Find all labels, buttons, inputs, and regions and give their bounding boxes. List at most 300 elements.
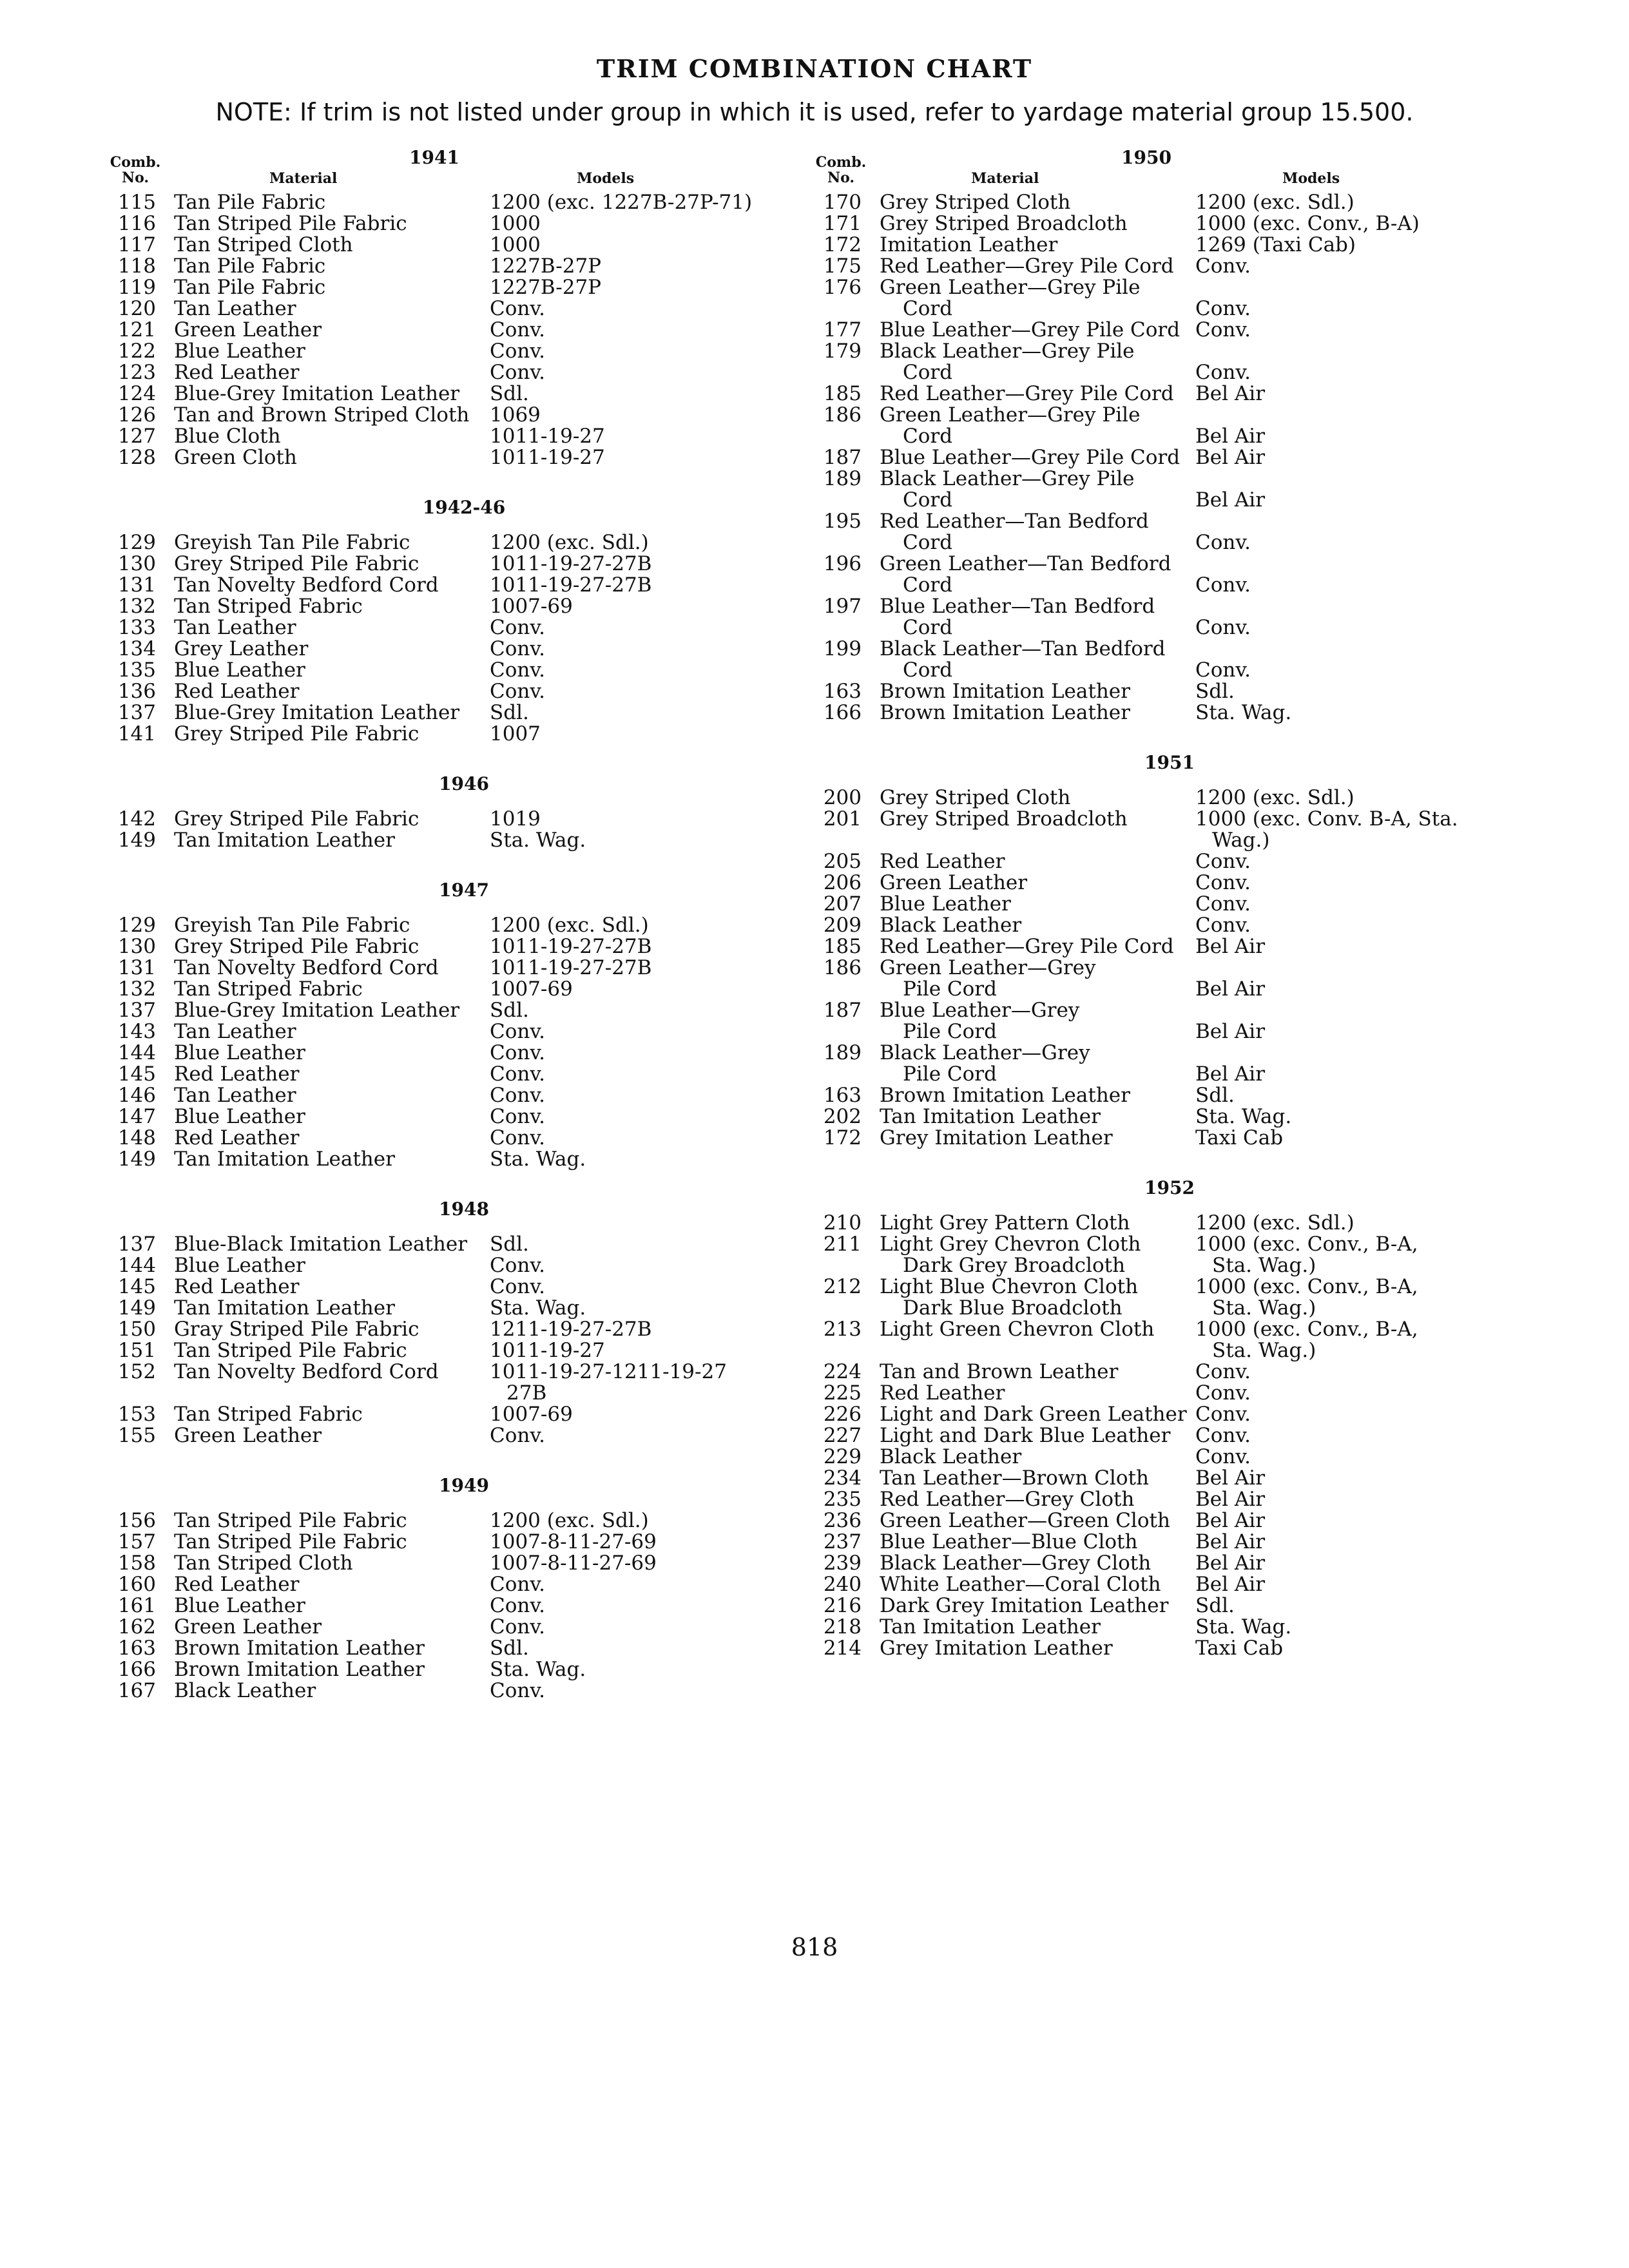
- models-cell: [490, 1532, 786, 1553]
- material-cell: [880, 235, 1195, 256]
- models-cell: [1195, 702, 1492, 724]
- models-cell: [1195, 1489, 1492, 1510]
- comb-number: 163: [823, 1084, 862, 1107]
- table-row: [809, 1425, 1492, 1446]
- models-text: 1200 (exc. Sdl.): [1195, 786, 1354, 809]
- models-cell: [490, 1595, 786, 1617]
- spacer: [1195, 340, 1202, 363]
- models-cell: [1195, 277, 1492, 320]
- material-cell: [880, 383, 1195, 405]
- spacer: [880, 830, 1195, 851]
- models-cell: [1195, 957, 1492, 1000]
- comb-number: 137: [117, 701, 156, 724]
- table-row: [809, 915, 1492, 936]
- material-cell: [880, 915, 1195, 936]
- material-text: Brown Imitation Leather: [880, 1084, 1130, 1107]
- material-cell: [880, 341, 1195, 383]
- table-row: [809, 1213, 1492, 1234]
- material-text: Tan Pile Fabric: [174, 276, 326, 299]
- material-text-continued: Dark Blue Broadcloth: [903, 1296, 1123, 1320]
- models-text: Conv.: [490, 637, 546, 660]
- comb-number: 131: [117, 573, 156, 597]
- models-cell: [490, 1340, 786, 1361]
- models-cell: [1195, 596, 1492, 639]
- material-cell: [880, 1319, 1195, 1361]
- models-text: Conv.: [490, 1573, 546, 1596]
- models-text: Conv.: [1195, 1381, 1251, 1405]
- models-cell: [1195, 511, 1492, 553]
- material-header: Material: [269, 170, 338, 187]
- models-text: Sta. Wag.: [490, 1296, 586, 1320]
- material-text: Light Blue Chevron Cloth: [880, 1275, 1139, 1298]
- table-row: [103, 1595, 773, 1617]
- material-text: Blue-Black Imitation Leather: [174, 1233, 468, 1256]
- material-text: Blue-Grey Imitation Leather: [174, 999, 460, 1022]
- material-text: Blue Leather: [880, 892, 1011, 916]
- material-text: Red Leather—Grey Pile Cord: [880, 255, 1174, 278]
- material-text: Blue-Grey Imitation Leather: [174, 382, 460, 405]
- models-cell: [1195, 1446, 1492, 1468]
- models-text-continued: Bel Air: [1195, 425, 1266, 448]
- models-cell: [1195, 1468, 1492, 1489]
- models-text-continued: 27B: [506, 1381, 547, 1405]
- models-cell: [490, 1361, 786, 1404]
- table-row: [809, 957, 1492, 1000]
- comb-number: 175: [823, 255, 862, 278]
- comb-number: 189: [823, 1041, 862, 1064]
- models-cell: [1195, 1425, 1492, 1446]
- table-row: [809, 1617, 1492, 1638]
- material-text: Red Leather—Grey Pile Cord: [880, 382, 1174, 405]
- table-row: [103, 1553, 773, 1574]
- models-cell: [1195, 1574, 1492, 1595]
- models-text: Conv.: [490, 680, 546, 703]
- material-cell: [174, 936, 490, 957]
- material-cell: [880, 1361, 1195, 1383]
- material-cell: [880, 681, 1195, 702]
- spacer: [1195, 999, 1202, 1022]
- comb-number: 157: [117, 1530, 156, 1553]
- models-cell: [490, 362, 786, 383]
- table-row: [103, 957, 773, 979]
- table-row: [103, 1021, 773, 1043]
- table-row: [103, 660, 773, 681]
- material-cell: [880, 1043, 1195, 1085]
- material-text: Light Grey Chevron Cloth: [880, 1233, 1141, 1256]
- table-row: [103, 1425, 773, 1446]
- table-row: [103, 915, 773, 936]
- comb-number: 133: [117, 616, 156, 639]
- comb-number: 136: [117, 680, 156, 703]
- material-text: Green Leather—Green Cloth: [880, 1509, 1170, 1532]
- models-cell: [490, 1425, 786, 1446]
- models-cell: [490, 1574, 786, 1595]
- comb-number: 134: [117, 637, 156, 660]
- table-row: [809, 235, 1492, 256]
- comb-number: 124: [117, 382, 156, 405]
- models-cell: [1195, 383, 1492, 405]
- material-text: Blue Leather: [174, 658, 305, 682]
- models-text: Conv.: [490, 658, 546, 682]
- comb-number: 152: [117, 1360, 156, 1383]
- material-cell: [174, 1085, 490, 1106]
- comb-number: 187: [823, 999, 862, 1022]
- material-cell: [880, 936, 1195, 957]
- comb-number: 201: [823, 807, 862, 831]
- models-text: Conv.: [490, 1424, 546, 1447]
- models-text-continued: Sta. Wag.): [1212, 1339, 1316, 1362]
- material-cell: [174, 1149, 490, 1170]
- models-text: 1227B-27P: [490, 276, 602, 299]
- material-cell: [174, 1617, 490, 1638]
- comb-number: 129: [117, 531, 156, 554]
- comb-number: 129: [117, 914, 156, 937]
- comb-number: 235: [823, 1488, 862, 1511]
- table-row: [103, 1361, 773, 1404]
- models-text: 1007-69: [490, 1403, 573, 1426]
- comb-number: 128: [117, 446, 156, 469]
- table-row: [103, 277, 773, 298]
- table-row: [103, 1298, 773, 1319]
- comb-no-header: [809, 155, 873, 186]
- spacer: [1195, 595, 1202, 618]
- material-text: Green Cloth: [174, 446, 297, 469]
- material-text: Tan Leather: [174, 1084, 296, 1107]
- material-text: Tan Striped Pile Fabric: [174, 1530, 407, 1553]
- comb-number: 130: [117, 552, 156, 575]
- comb-number: 120: [117, 297, 156, 320]
- models-text: Sdl.: [490, 1637, 529, 1660]
- models-text: Conv.: [490, 1041, 546, 1064]
- table-row: [103, 1638, 773, 1659]
- spacer: [880, 1340, 1195, 1361]
- table-row: [103, 1128, 773, 1149]
- table-row: [103, 596, 773, 617]
- material-text: Tan Leather: [174, 1020, 296, 1043]
- material-text: Tan Striped Pile Fabric: [174, 1509, 407, 1532]
- models-text: Conv.: [490, 1105, 546, 1128]
- comb-number: 177: [823, 318, 862, 341]
- models-cell: [490, 830, 786, 851]
- table-row: [103, 447, 773, 468]
- table-row: [103, 256, 773, 277]
- models-text: Conv.: [490, 361, 546, 384]
- models-cell: [1195, 213, 1492, 235]
- material-text: Red Leather: [174, 1275, 300, 1298]
- material-text: Blue Leather: [174, 1254, 305, 1277]
- material-cell: [880, 894, 1195, 915]
- comb-number: 116: [117, 212, 156, 235]
- comb-number: 143: [117, 1020, 156, 1043]
- material-cell: [880, 1574, 1195, 1595]
- material-cell: [880, 468, 1195, 511]
- table-row: [809, 447, 1492, 468]
- no-label: No.: [827, 169, 855, 186]
- material-text: Light Grey Pattern Cloth: [880, 1211, 1130, 1235]
- year-heading: 1941: [409, 147, 459, 168]
- table-row: [103, 830, 773, 851]
- comb-number: 156: [117, 1509, 156, 1532]
- models-text: Conv.: [490, 1020, 546, 1043]
- material-text: Tan Imitation Leather: [174, 829, 395, 852]
- material-text: Tan Striped Pile Fabric: [174, 212, 407, 235]
- models-text: 1011-19-27-27B: [490, 935, 652, 958]
- material-text: Green Leather—Grey Pile: [880, 276, 1141, 299]
- models-cell: [490, 596, 786, 617]
- models-text: 1011-19-27-27B: [490, 573, 652, 597]
- models-cell: [1195, 447, 1492, 468]
- material-text: Gray Striped Pile Fabric: [174, 1318, 419, 1341]
- models-text: Conv.: [1195, 1424, 1251, 1447]
- models-text: 1007-69: [490, 977, 573, 1001]
- material-text: Brown Imitation Leather: [880, 701, 1130, 724]
- models-text: Bel Air: [1195, 935, 1266, 958]
- page-number: 818: [791, 1933, 838, 1961]
- material-cell: [880, 1595, 1195, 1617]
- models-text: Conv.: [1195, 1445, 1251, 1468]
- material-text: Tan Novelty Bedford Cord: [174, 1360, 439, 1383]
- material-cell: [880, 405, 1195, 447]
- material-text: Blue Leather—Grey Pile Cord: [880, 446, 1181, 469]
- table-row: [809, 1234, 1492, 1276]
- models-cell: [490, 936, 786, 957]
- comb-number: 162: [117, 1615, 156, 1639]
- comb-number: 171: [823, 212, 862, 235]
- models-text: Conv.: [1195, 871, 1251, 894]
- material-text: Blue Leather: [174, 1105, 305, 1128]
- material-cell: [880, 872, 1195, 894]
- models-cell: [1195, 787, 1492, 809]
- models-cell: [490, 1128, 786, 1149]
- comb-number: 185: [823, 382, 862, 405]
- models-text: Conv.: [490, 616, 546, 639]
- models-cell: [490, 979, 786, 1000]
- comb-number: 160: [117, 1573, 156, 1596]
- comb-number: 218: [823, 1615, 862, 1639]
- models-cell: [1195, 681, 1492, 702]
- material-text-continued: Cord: [903, 297, 953, 320]
- table-row: [103, 1340, 773, 1361]
- material-cell: [174, 277, 490, 298]
- comb-number: 151: [117, 1339, 156, 1362]
- material-cell: [880, 447, 1195, 468]
- spacer: [174, 1383, 490, 1404]
- models-text: 1011-19-27: [490, 1339, 605, 1362]
- comb-number: 144: [117, 1041, 156, 1064]
- comb-number: 126: [117, 403, 156, 427]
- material-cell: [174, 639, 490, 660]
- comb-number: 176: [823, 276, 862, 299]
- models-cell: [490, 277, 786, 298]
- models-text: Sdl.: [490, 1233, 529, 1256]
- material-text: Red Leather—Grey Cloth: [880, 1488, 1135, 1511]
- models-text: 1000 (exc. Conv. B-A, Sta.: [1195, 807, 1458, 831]
- models-text: 1007: [490, 722, 541, 745]
- models-cell: [1195, 1085, 1492, 1106]
- material-cell: [880, 1234, 1195, 1276]
- table-row: [103, 1510, 773, 1532]
- models-cell: [490, 1000, 786, 1021]
- material-cell: [174, 809, 490, 830]
- material-text: Tan Imitation Leather: [880, 1105, 1101, 1128]
- table-row: [809, 511, 1492, 553]
- material-cell: [880, 809, 1195, 851]
- comb-number: 185: [823, 935, 862, 958]
- material-cell: [174, 596, 490, 617]
- comb-number: 155: [117, 1424, 156, 1447]
- models-text: Sdl.: [1195, 680, 1235, 703]
- models-cell: [490, 957, 786, 979]
- material-cell: [174, 1043, 490, 1064]
- material-cell: [174, 192, 490, 213]
- spacer: [1195, 1041, 1202, 1064]
- material-cell: [880, 320, 1195, 341]
- table-row: [103, 320, 773, 341]
- comb-number: 145: [117, 1275, 156, 1298]
- models-text: Conv.: [490, 1615, 546, 1639]
- comb-number: 144: [117, 1254, 156, 1277]
- comb-number: 150: [117, 1318, 156, 1341]
- comb-number: 148: [117, 1126, 156, 1149]
- material-text: Grey Striped Cloth: [880, 786, 1071, 809]
- table-row: [809, 1595, 1492, 1617]
- table-row: [809, 1446, 1492, 1468]
- table-row: [103, 298, 773, 320]
- comb-number: 195: [823, 510, 862, 533]
- material-text: Red Leather: [174, 1573, 300, 1596]
- table-row: [103, 1255, 773, 1276]
- models-text-continued: Conv.: [1195, 658, 1251, 682]
- table-row: [103, 1574, 773, 1595]
- table-row: [809, 936, 1492, 957]
- comb-number: 141: [117, 722, 156, 745]
- material-text: Blue Leather—Grey Pile Cord: [880, 318, 1181, 341]
- material-text: Light and Dark Blue Leather: [880, 1424, 1171, 1447]
- comb-number: 146: [117, 1084, 156, 1107]
- material-text: Greyish Tan Pile Fabric: [174, 531, 410, 554]
- material-cell: [174, 660, 490, 681]
- table-row: [809, 1574, 1492, 1595]
- material-text: Grey Striped Broadcloth: [880, 212, 1128, 235]
- comb-number: 130: [117, 935, 156, 958]
- models-cell: [1195, 872, 1492, 894]
- table-row: [809, 405, 1492, 447]
- material-text: Tan Pile Fabric: [174, 255, 326, 278]
- models-text: Sdl.: [490, 382, 529, 405]
- models-text: 1200 (exc. Sdl.): [490, 531, 649, 554]
- comb-number: 234: [823, 1466, 862, 1490]
- material-cell: [174, 1255, 490, 1276]
- models-text: Conv.: [490, 1594, 546, 1617]
- material-text: Grey Striped Pile Fabric: [174, 722, 419, 745]
- models-text: 1000 (exc. Conv., B-A): [1195, 212, 1420, 235]
- models-cell: [1195, 256, 1492, 277]
- material-cell: [880, 277, 1195, 320]
- column-header: [103, 147, 773, 192]
- models-text: 1011-19-27-27B: [490, 552, 652, 575]
- models-text-continued: Wag.): [1212, 829, 1270, 852]
- models-cell: [1195, 320, 1492, 341]
- models-text: Conv.: [490, 1275, 546, 1298]
- models-text: 1011-19-27: [490, 425, 605, 448]
- material-cell: [174, 1234, 490, 1255]
- material-text: Grey Striped Broadcloth: [880, 807, 1128, 831]
- comb-number: 149: [117, 829, 156, 852]
- material-cell: [174, 1680, 490, 1702]
- material-text: Grey Striped Cloth: [880, 191, 1071, 214]
- material-header: Material: [971, 170, 1039, 187]
- models-cell: [490, 681, 786, 702]
- models-text: 1000 (exc. Conv., B-A,: [1195, 1233, 1418, 1256]
- comb-number: 117: [117, 233, 156, 256]
- material-text: Blue Leather—Grey: [880, 999, 1080, 1022]
- comb-number: 229: [823, 1445, 862, 1468]
- comb-number: 170: [823, 191, 862, 214]
- material-text: Blue Leather: [174, 1594, 305, 1617]
- models-cell: [1195, 851, 1492, 872]
- table-row: [809, 1128, 1492, 1149]
- material-text: Blue Leather: [174, 1041, 305, 1064]
- material-text: Black Leather—Grey Cloth: [880, 1552, 1152, 1575]
- models-cell: [1195, 809, 1492, 851]
- material-text: Tan Striped Pile Fabric: [174, 1339, 407, 1362]
- models-text-continued: Conv.: [1195, 616, 1251, 639]
- material-cell: [174, 1532, 490, 1553]
- models-cell: [1195, 468, 1492, 511]
- models-text: Conv.: [1195, 850, 1251, 873]
- table-row: [103, 553, 773, 575]
- models-text: Conv.: [1195, 892, 1251, 916]
- comb-number: 149: [117, 1148, 156, 1171]
- models-cell: [490, 405, 786, 426]
- material-text: Grey Striped Pile Fabric: [174, 935, 419, 958]
- table-row: [103, 575, 773, 596]
- material-cell: [880, 787, 1195, 809]
- material-cell: [174, 213, 490, 235]
- material-cell: [174, 405, 490, 426]
- models-text: Sta. Wag.: [490, 1658, 586, 1681]
- material-text: Tan Leather: [174, 616, 296, 639]
- models-text: Sta. Wag.: [490, 1148, 586, 1171]
- models-cell: [1195, 235, 1492, 256]
- models-cell: [490, 1638, 786, 1659]
- comb-number: 205: [823, 850, 862, 873]
- material-text: Red Leather—Tan Bedford: [880, 510, 1149, 533]
- spacer: [1195, 510, 1202, 533]
- table-row: [809, 553, 1492, 596]
- models-text-continued: Bel Air: [1195, 1020, 1266, 1043]
- material-cell: [174, 979, 490, 1000]
- models-text: Bel Air: [1195, 382, 1266, 405]
- comb-number: 137: [117, 999, 156, 1022]
- models-cell: [490, 639, 786, 660]
- page-title: TRIM COMBINATION CHART: [596, 54, 1033, 83]
- material-text: Tan and Brown Striped Cloth: [174, 403, 470, 427]
- models-cell: [1195, 405, 1492, 447]
- models-text: Conv.: [490, 1126, 546, 1149]
- models-text: 1200 (exc. Sdl.): [1195, 191, 1354, 214]
- models-cell: [490, 383, 786, 405]
- material-cell: [880, 639, 1195, 681]
- comb-number: 166: [823, 701, 862, 724]
- table-row: [103, 1659, 773, 1680]
- material-cell: [174, 702, 490, 724]
- comb-number: 199: [823, 637, 862, 660]
- material-text: Grey Striped Pile Fabric: [174, 807, 419, 831]
- material-text: White Leather—Coral Cloth: [880, 1573, 1161, 1596]
- spacer: [1195, 552, 1202, 575]
- material-cell: [880, 213, 1195, 235]
